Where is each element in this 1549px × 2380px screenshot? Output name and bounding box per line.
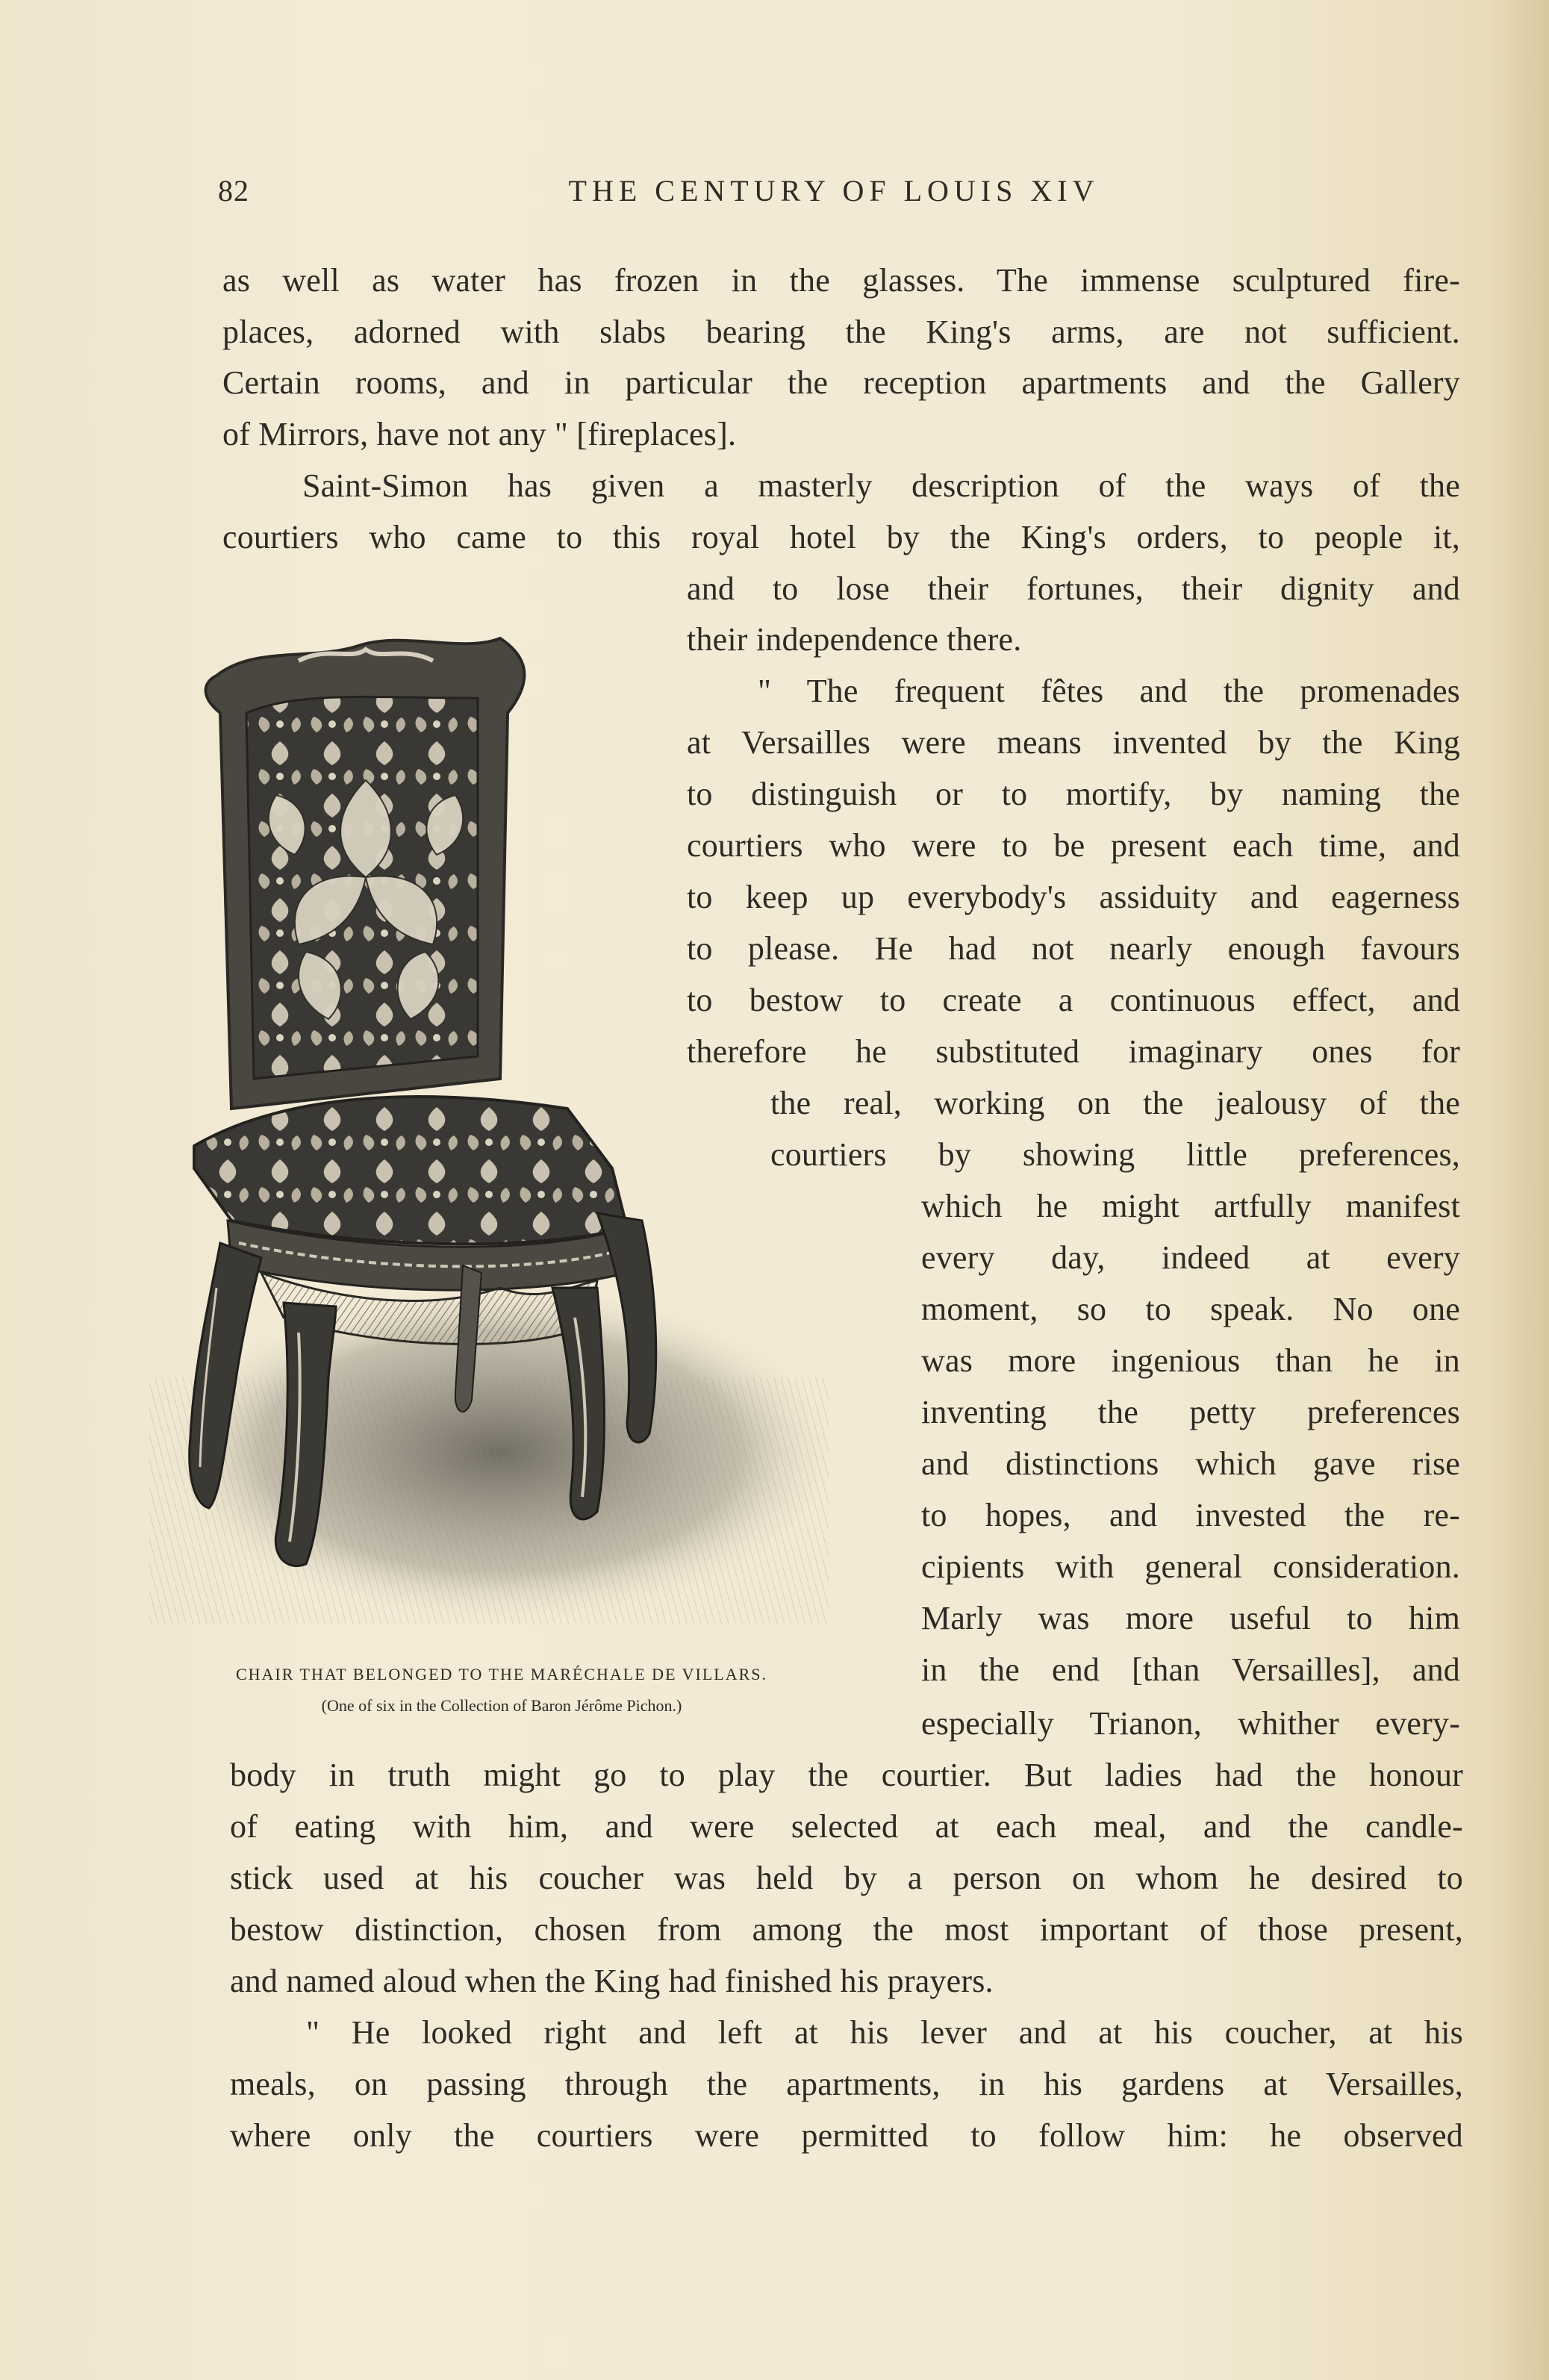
text-line: their independence there. <box>687 621 1022 658</box>
text-line: as well as water has frozen in the glasses. The immense sculptured fire- <box>222 262 1460 299</box>
text-line: was more ingenious than he in <box>921 1342 1460 1379</box>
running-title: THE CENTURY OF LOUIS XIV <box>568 174 1100 208</box>
text-line: Marly was more useful to him <box>921 1600 1460 1636</box>
text-line: and to lose their fortunes, their dignity and <box>687 570 1460 607</box>
figure-caption: CHAIR THAT BELONGED TO THE MARÉCHALE DE VILLARS. <box>235 1665 767 1683</box>
figure-subcaption: (One of six in the Collection of Baron Jérôme Pichon.) <box>321 1696 682 1715</box>
text-line: to bestow to create a continuous effect, and <box>687 982 1460 1018</box>
text-line: courtiers who were to be present each time, and <box>687 827 1460 864</box>
text-line: every day, indeed at every <box>921 1239 1460 1276</box>
text-line: especially Trianon, whither every- <box>921 1705 1460 1742</box>
text-line: moment, so to speak. No one <box>921 1291 1460 1327</box>
text-line: Saint-Simon has given a masterly description of the ways of the <box>302 467 1460 504</box>
text-line: to distinguish or to mortify, by naming the <box>687 776 1460 812</box>
text-line: of Mirrors, have not any " [fireplaces]. <box>222 416 737 452</box>
chair-engraving <box>149 631 829 1654</box>
text-line: " The frequent fêtes and the promenades <box>758 673 1460 709</box>
text-line: cipients with general consideration. <box>921 1548 1460 1585</box>
text-line: therefore he substituted imaginary ones for <box>687 1033 1460 1070</box>
text-line: of eating with him, and were selected at each meal, and the candle- <box>230 1808 1463 1845</box>
text-line: which he might artfully manifest <box>921 1188 1460 1224</box>
text-line: Certain rooms, and in particular the reception apartments and the Gallery <box>222 364 1460 401</box>
text-line: stick used at his coucher was held by a person on whom he desired to <box>230 1860 1463 1896</box>
text-line: " He looked right and left at his lever and at his coucher, at his <box>306 2014 1463 2051</box>
text-line: to please. He had not nearly enough favours <box>687 930 1460 967</box>
text-line: bestow distinction, chosen from among the most important of those present, <box>230 1911 1463 1948</box>
text-line: where only the courtiers were permitted to follow him: he observed <box>230 2117 1463 2154</box>
text-line: courtiers by showing little preferences, <box>770 1136 1460 1173</box>
text-line: places, adorned with slabs bearing the King's arms, are not sufficient. <box>222 314 1460 350</box>
text-line: in the end [than Versailles], and <box>921 1651 1460 1688</box>
text-line: meals, on passing through the apartments, in his gardens at Versailles, <box>230 2066 1463 2102</box>
text-line: and named aloud when the King had finished his prayers. <box>230 1963 994 1999</box>
running-head <box>218 173 1474 218</box>
text-line: inventing the petty preferences <box>921 1394 1460 1430</box>
text-line: the real, working on the jealousy of the <box>770 1085 1460 1121</box>
text-line: body in truth might go to play the courtier. But ladies had the honour <box>230 1757 1463 1793</box>
text-line: to hopes, and invested the re- <box>921 1497 1460 1533</box>
page-number: 82 <box>218 174 249 208</box>
text-line: courtiers who came to this royal hotel by the King's orders, to people it, <box>222 519 1460 555</box>
text-line: to keep up everybody's assiduity and eagerness <box>687 879 1460 915</box>
text-line: at Versailles were means invented by the King <box>687 724 1460 761</box>
text-line: and distinctions which gave rise <box>921 1445 1460 1482</box>
